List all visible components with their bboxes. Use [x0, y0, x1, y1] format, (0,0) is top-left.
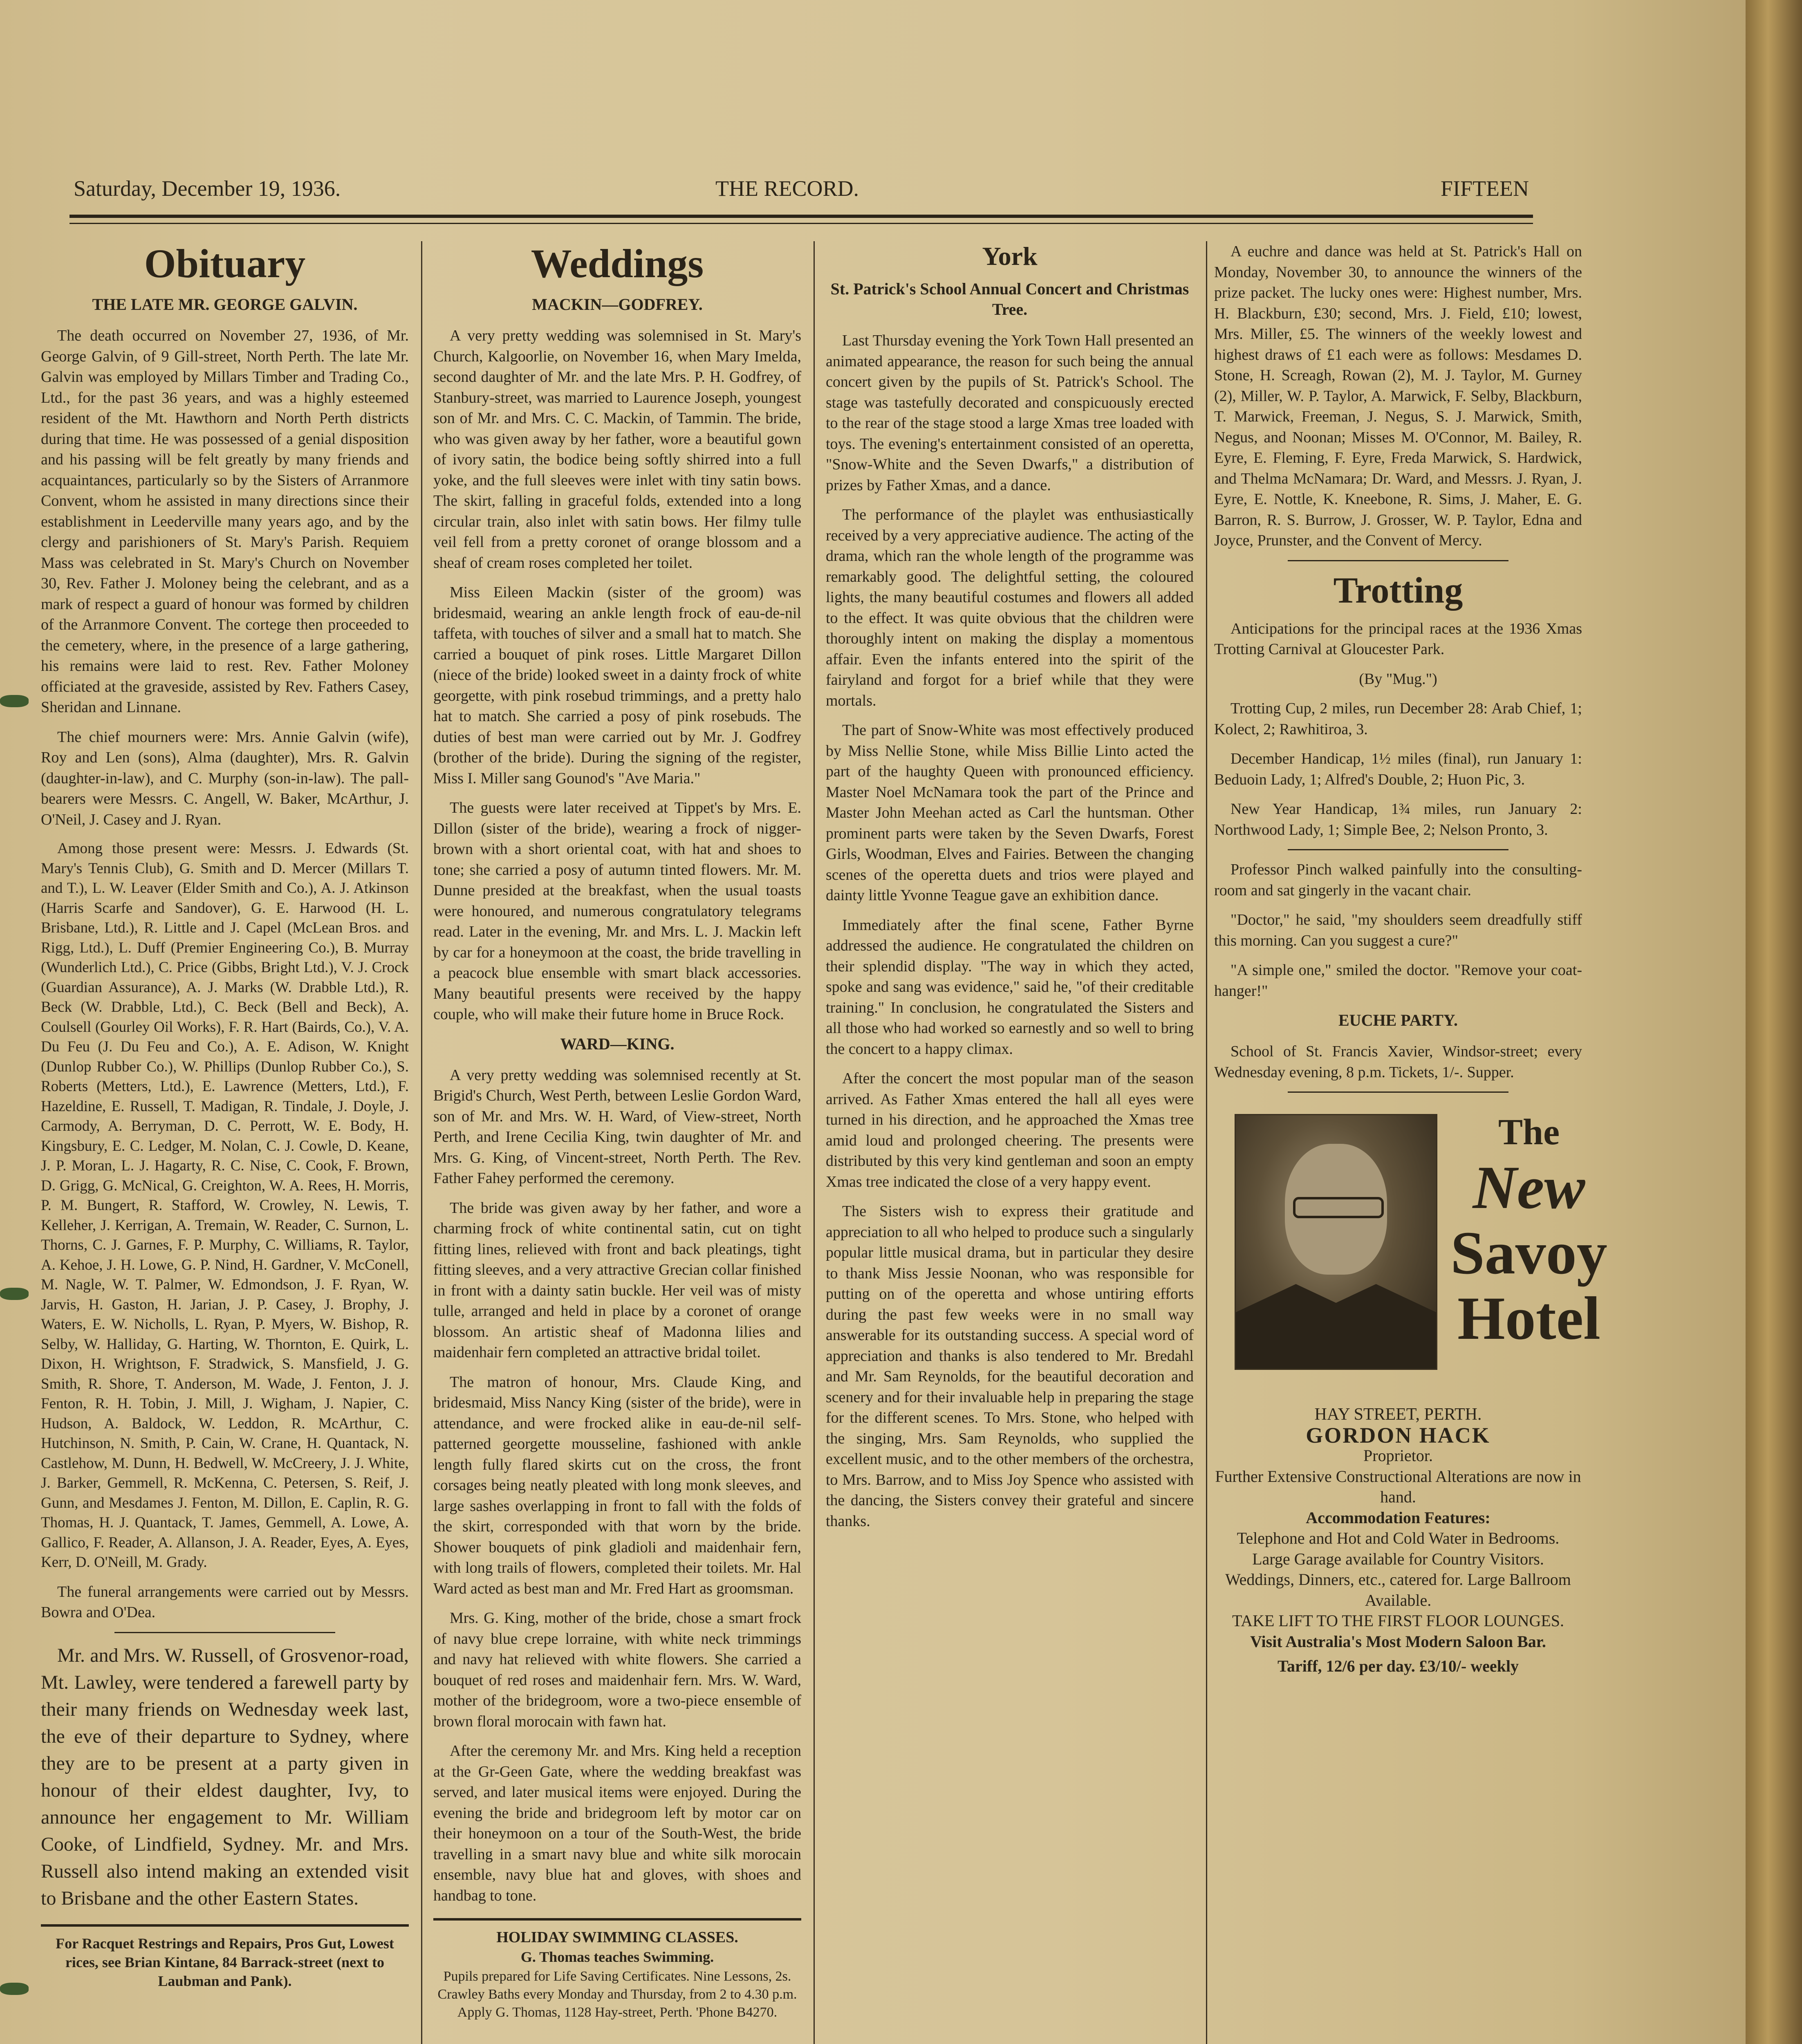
savoy-line: Weddings, Dinners, etc., catered for. Large Ballroom Available.	[1225, 1570, 1571, 1609]
binding-thread	[0, 1288, 29, 1300]
wedding-paragraph: The matron of honour, Mrs. Claude King, and bridesmaid, Miss Nancy King (sister of the bride), were in attendance, and were frocked alike in eau-de-nil self-patterned georgette mousseline, fashioned with ankle length fully flared skirts cut on the cross, the front corsages being neatly pleated with long monk sleeves, and large sashes overlapping in front to fall with the folds of the skirt, corresponded with that worn by the bride. Shower bouquets of pink gladioli and maidenhair fern, with long trails of flowers, completed their toilets. Mr. Hal Ward acted as best man and Mr. Fred Hart as groomsman.	[433, 1373, 801, 1597]
binding-thread	[0, 1983, 29, 1995]
divider	[1288, 560, 1508, 561]
weddings-column	[433, 241, 801, 2031]
joke-paragraph: "Doctor," he said, "my shoulders seem dreadfully stiff this morning. Can you suggest a cure?"	[1214, 911, 1582, 949]
york-paragraph: After the concert the most popular man of the season arrived. As Father Xmas entered the hall all eyes were turned in his direction, and he approached the Xmas tree amid loud and prolonged cheering. The presents were distributed by this very kind gentleman and soon an empty Xmas tree indicated the close of a very happy event.	[826, 1070, 1194, 1190]
euchre-party-text: School of St. Francis Xavier, Windsor-street; every Wednesday evening, 8 p.m. Tickets, 1/-. Supper.	[1214, 1043, 1582, 1081]
savoy-hotel-ad	[1214, 1102, 1607, 1404]
divider	[1288, 1091, 1508, 1093]
euchre-paragraph: A euchre and dance was held at St. Patrick's Hall on Monday, November 30, to announce the winners of the prize packet. The lucky ones were: Highest number, Mrs. H. Blackburn, £30; second, Mrs. J. Field, £10; lowest, Mrs. Miller, £5. The winners of the weekly lowest and highest draws of £1 each were as follows: Mesdames D. Stone, H. Screagh, Rowan (2), M. J. Taylor, M. Gurney (2), Miller, W. P. Taylor, A. Marwick, F. Selby, Blackburn, T. Marwick, Freeman, J. Negus, S. J. Marwick, Smith, Negus, and Noonan; Misses M. O'Connor, M. Bailey, R. Eyre, E. Fleming, F. Eyre, Freda Marwick, S. Hardwick, and Thelma McNamara; Dr. Ward, and Messrs. J. Ryan, J. Eyre, E. Nottle, K. Kneebone, R. Sims, J. Maher, E. G. Barron, R. S. Burrow, J. Grosser, W. P. Taylor, Edna and Joyce, Prunster, and the Convent of Mercy.	[1214, 243, 1582, 549]
obituary-paragraph: Among those present were: Messrs. J. Edwards (St. Mary's Tennis Club), G. Smith and D. Mercer (Millars T. and T.), L. W. Leaver (Elder Smith and Co.), A. J. Atkinson (Harris Scarfe and Sandover), G. E. Harwood (H. L. Brisbane, Ltd.), R. Little and J. Capel (McLean Bros. and Rigg, Ltd.), L. Duff (Premier Engineering Co.), B. Murray (Wunderlich Ltd.), C. Price (Gibbs, Bright Ltd.), V. J. Crock (Guardian Assurance), A. J. Marks (W. Drabble Ltd.), R. Beck (W. Drabble, Ltd.), C. Beck (Bell and Beck), A. Coulsell (Gourley Oil Works), F. R. Hart (Bairds, Co.), V. A. Du Feu (J. Du Feu and Co.), A. E. Adison, W. Knight (Dunlop Rubber Co.), W. Phillips (Dunlop Rubber Co.), S. Roberts (Metters, Ltd.), E. Lawrence (Metters, Ltd.), F. Hazeldine, E. Russell, T. Madigan, R. Tindale, J. Doyle, J. Carmody, A. Berryman, D. C. Perrott, W. E. Body, H. Kingsbury, E. C. Ledger, M. Nolan, C. J. Cowle, D. Keane, J. P. Moran, L. J. Hagarty, R. C. Nise, C. Cook, F. Brown, D. Grigg, G. McNical, G. Creighton, W. A. Rees, H. Morris, P. M. Bungert, R. Stafford, W. Crowley, N. Lewis, T. Kelleher, J. Kerrigan, A. Tremain, W. Reader, C. Surnon, L. Thorns, C. J. Garnes, F. P. Murphy, C. Williams, R. Taylor, A. Kehoe, J. H. Lowe, G. P. Nind, H. Gardner, V. McConell, M. Nagle, W. T. Palmer, W. Edmondson, J. F. Ryan, W. Jarvis, H. Gaston, H. Jarian, J. P. Casey, J. Brophy, J. Waters, E. W. Nicholls, L. Ryan, P. Myers, W. Bishop, R. Selby, W. Halliday, G. Harting, W. Thornton, E. Quirk, L. Dixon, H. Wrightson, F. Stradwick, S. Mansfield, J. G. Smith, R. Shore, T. Anderson, M. Wade, J. Fenton, J. J. Fenton, R. H. Tobin, J. Mill, J. Wigham, J. Napier, C. Hudson, A. Baldock, W. Leddon, R. McArthur, C. Hutchinson, N. Smith, P. Cain, W. Crane, H. Quantack, N. Castlehow, M. Dunn, H. Bedwell, W. McCreery, J. J. White, J. Barker, Gemmell, R. McKenna, C. Petersen, S. Reif, J. Gunn, and Mesdames J. Fenton, M. Dillon, E. Caplin, R. G. Thomas, H. J. Quantack, T. James, Gemmell, A. Lowe, A. Gallico, F. Reader, A. Allanson, J. A. Reader, Eyes, A. Eyes, Kerr, D. O'Neill, M. Grady.	[41, 840, 409, 1571]
portrait-suit	[1236, 1275, 1436, 1369]
wedding-subheading: WARD—KING.	[560, 1034, 675, 1053]
divider	[1288, 849, 1508, 850]
wedding-subheading: MACKIN—GODFREY.	[532, 295, 703, 314]
wedding-paragraph: After the ceremony Mr. and Mrs. King held a reception at the Gr-Geen Gate, where the wedding breakfast was served, and later musical items were enjoyed. During the evening the bride and bridegroom left by motor car on their honeymoon on a tour of the South-West, the bride travelling in a smart navy blue and white silk morocain ensemble, navy blue hat and gloves, with shoes and handbag to tone.	[433, 1742, 801, 1904]
proprietor-portrait	[1235, 1114, 1437, 1370]
divider	[114, 1632, 335, 1633]
column-rule	[1206, 241, 1207, 2044]
header-rule	[69, 215, 1533, 218]
page-edge	[1746, 0, 1802, 2044]
swimming-ad-body: Pupils prepared for Life Saving Certificates. Nine Lessons, 2s. Crawley Baths every Monday and Thursday, from 2 to 4.30 p.m. Apply G. Thomas, 1128 Hay-street, Perth. 'Phone B4270.	[437, 1968, 797, 2020]
page-header	[69, 168, 1533, 213]
wedding-paragraph: Mrs. G. King, mother of the bride, chose a smart frock of navy blue crepe lorraine, with white neck trimmings and navy hat relieved with white flowers. She carried a bouquet of red roses and maidenhair fern. Mrs. W. Ward, mother of the bridegroom, wore a two-piece ensemble of brown floral morocain with fawn hat.	[433, 1609, 801, 1730]
swimming-ad-heading: HOLIDAY SWIMMING CLASSES.	[433, 1918, 801, 1947]
savoy-title-hotel: Hotel	[1457, 1284, 1600, 1352]
savoy-line: Large Garage available for Country Visitors.	[1252, 1549, 1544, 1568]
york-paragraph: Last Thursday evening the York Town Hall presented an animated appearance, the reason for such being the annual concert given by the pupils of St. Patrick's School. The stage was tastefully decorated and conspicuously erected to the rear of the stage stood a large Xmas tree loaded with toys. The evening's entertainment consisted of an operetta, "Snow-White and the Seven Dwarfs," a distribution of prizes by Father Xmas, and a dance.	[826, 332, 1194, 494]
binding-thread	[0, 695, 29, 707]
right-column	[1214, 241, 1607, 1677]
savoy-line: TAKE LIFT TO THE FIRST FLOOR LOUNGES.	[1232, 1611, 1564, 1630]
column-rule	[814, 241, 815, 2044]
savoy-street: HAY STREET, PERTH.	[1314, 1405, 1482, 1424]
obituary-paragraph: The chief mourners were: Mrs. Annie Galvin (wife), Roy and Len (sons), Alma (daughter), Mrs. R. Galvin (daughter-in-law), and C. Murphy (son-in-law). The pall-bearers were Messrs. C. Angell, W. Baker, McArthur, J. O'Neil, J. Casey and J. Ryan.	[41, 728, 409, 828]
york-paragraph: Immediately after the final scene, Father Byrne addressed the audience. He congratulated the children on their splendid display. "The way in which they acted, spoke and sang was evidence," said he, "of their creditable training." In conclusion, he congratulated the Sisters and all those who had worked so earnestly and so well to bring the concert to a happy climax.	[826, 916, 1194, 1058]
wedding-paragraph: The bride was given away by her father, and wore a charming frock of white continental satin, cut on tight fitting lines, relieved with front and back pleatings, tight fitting sleeves, and a very attractive Grecian collar finished in front with a dainty satin buckle. Her veil was of misty tulle, arranged and held in place by a coronet of orange blossom. An artistic sheaf of Madonna lilies and maidenhair fern completed an attractive bridal toilet.	[433, 1199, 801, 1361]
farewell-paragraph: Mr. and Mrs. W. Russell, of Grosvenor-road, Mt. Lawley, were tendered a farewell party by their many friends on Wednesday week last, the eve of their departure to Sydney, where they are to be present at a party given in honour of their eldest daughter, Ivy, to announce her engagement to Mr. William Cooke, of Lindfield, Sydney. Mr. and Mrs. Russell also intend making an extended visit to Brisbane and the other Eastern States.	[41, 1644, 409, 1909]
savoy-title-the: The	[1498, 1112, 1560, 1152]
obituary-paragraph: The funeral arrangements were carried out by Messrs. Bowra and O'Dea.	[41, 1583, 409, 1621]
swimming-ad-sub: G. Thomas teaches Swimming.	[520, 1949, 714, 1965]
obituary-paragraph: The death occurred on November 27, 1936, of Mr. George Galvin, of 9 Gill-street, North Perth. The late Mr. Galvin was employed by Millars Timber and Trading Co., Ltd., for the past 36 years, and was a highly esteemed resident of the Mt. Hawthorn and North Perth districts during that time. He was possessed of a genial disposition and his passing will be felt greatly by many friends and acquaintances, particularly so by the Sisters of Arranmore Convent, whom he assisted in many directions since their establishment in Leederville many years ago, and by the clergy and parishioners of St. Mary's Parish. Requiem Mass was celebrated in St. Mary's Church on November 30, Rev. Father J. Moloney being the celebrant, and as a mark of respect a guard of honour was formed by children of the Arranmore Convent. The cortege then proceeded to the cemetery, where, in the presence of a large gathering, his remains were laid to rest. Rev. Father Moloney officiated at the graveside, assisted by Rev. Fathers Casey, Sheridan and Linnane.	[41, 327, 409, 716]
savoy-line: Further Extensive Constructional Alterations are now in hand.	[1215, 1467, 1581, 1506]
savoy-title	[1443, 1110, 1615, 1351]
header-rule-thin	[69, 223, 1533, 224]
wedding-paragraph: A very pretty wedding was solemnised recently at St. Brigid's Church, West Perth, between Leslie Gordon Ward, son of Mr. and Mrs. W. H. Ward, of View-street, North Perth, and Irene Cecilia King, twin daughter of Mr. and Mrs. G. King, of Vincent-street, North Perth. The Rev. Father Fahey performed the ceremony.	[433, 1066, 801, 1187]
obituary-heading: Obituary	[144, 241, 306, 286]
york-paragraph: The Sisters wish to express their gratitude and appreciation to all who helped to produce such a singularly popular little musical drama, but in particular they desire to thank Miss Jessie Noonan, who was responsible for putting on of the operetta and whose untiring efforts during the past few weeks were in no small way answerable for its outstanding success. A special word of appreciation and thanks is also tendered to Mr. Bredahl and Mr. Sam Reynolds, for the beautiful decoration and scenery and for their invaluable help in preparing the stage for the different scenes. To Mrs. Stone, who helped with the singing, Mrs. Sam Reynolds, who supplied the excellent music, and to the other members of the orchestra, to Mrs. Barrow, and to Miss Joy Spence who assisted with the dancing, the Sisters convey their grateful and sincere thanks.	[826, 1203, 1194, 1530]
trotting-tip: Trotting Cup, 2 miles, run December 28: Arab Chief, 1; Kolect, 2; Rawhitiroa, 3.	[1214, 700, 1582, 738]
trotting-heading: Trotting	[1333, 570, 1463, 611]
wedding-paragraph: Miss Eileen Mackin (sister of the groom) was bridesmaid, wearing an ankle length frock of eau-de-nil taffeta, with touches of silver and a small hat to match. She carried a bouquet of pink roses. Little Margaret Dillon (niece of the bride) looked sweet in a dainty frock of white georgette, with pink rosebud trimmings, and a pretty halo hat to match. She carried a posy of pink rosebuds. The duties of best man were carried out by Mr. J. Godfrey (brother of the bride). During the signing of the register, Miss I. Miller sang Gounod's "Ave Maria."	[433, 584, 801, 787]
savoy-tariff: Tariff, 12/6 per day. £3/10/- weekly	[1278, 1657, 1519, 1675]
trotting-tip: December Handicap, 1½ miles (final), run January 1: Beduoin Lady, 1; Alfred's Double, 2; Huon Pic, 3.	[1214, 750, 1582, 788]
trotting-intro: Anticipations for the principal races at the 1936 Xmas Trotting Carnival at Gloucester Park.	[1214, 620, 1582, 658]
savoy-title-new: New	[1473, 1154, 1585, 1221]
york-subheading: St. Patrick's School Annual Concert and Christmas Tree.	[830, 280, 1189, 318]
savoy-line: Visit Australia's Most Modern Saloon Bar.	[1250, 1632, 1546, 1651]
obituary-column	[41, 241, 409, 1990]
issue-date: Saturday, December 19, 1936.	[74, 176, 341, 201]
column-rule	[421, 241, 422, 2044]
euchre-party-heading: EUCHE PARTY.	[1338, 1011, 1458, 1029]
paper-name: THE RECORD.	[715, 176, 859, 201]
wedding-paragraph: The guests were later received at Tippet's by Mrs. E. Dillon (sister of the bride), wearing a frock of nigger-brown with a short oriental coat, with hat and shoes to tone; she carried a posy of autumn tinted flowers. Mr. M. Dunne presided at the breakfast, when the usual toasts were honoured, and numerous congratulatory telegrams read. Later in the evening, Mr. and Mrs. L. J. Mackin left by car for a honeymoon at the coast, the bride travelling in a peacock blue ensemble with smart black accessories. Many beautiful presents were received by the happy couple, who will make their future home in Bruce Rock.	[433, 799, 801, 1023]
york-heading: York	[982, 242, 1038, 271]
racquet-ad: For Racquet Restrings and Repairs, Pros Gut, Lowest rices, see Brian Kintane, 84 Barrack-street (next to Laubman and Pank).	[41, 1924, 409, 1990]
savoy-title-savoy: Savoy	[1450, 1219, 1607, 1287]
savoy-owner: GORDON HACK	[1306, 1423, 1490, 1448]
savoy-proprietor: Proprietor.	[1363, 1446, 1433, 1465]
wedding-paragraph: A very pretty wedding was solemnised in St. Mary's Church, Kalgoorlie, on November 16, when Mary Imelda, second daughter of Mr. and the late Mrs. P. H. Godfrey, of Stanbury-street, was married to Laurence Joseph, youngest son of Mr. and Mrs. C. C. Mackin, of Tammin. The bride, who was given away by her father, wore a beautiful gown of ivory satin, the bodice being softly shirred into a full yoke, and the full sleeves were inlet with tiny satin bows. The skirt, falling in graceful folds, extended into a long circular train, also inlet with satin bows. Her filmy tulle veil fell from a pretty coronet of orange blossom and a sheaf of cream roses completed her toilet.	[433, 327, 801, 572]
savoy-features-heading: Accommodation Features:	[1306, 1508, 1490, 1527]
york-column	[826, 241, 1194, 1540]
weddings-heading: Weddings	[531, 241, 704, 286]
trotting-byline: (By "Mug.")	[1359, 670, 1437, 688]
trotting-tip: New Year Handicap, 1¾ miles, run January 2: Northwood Lady, 1; Simple Bee, 2; Nelson Pronto, 3.	[1214, 800, 1582, 838]
york-paragraph: The performance of the playlet was enthusiastically received by a very appreciative audience. The acting of the drama, which ran the whole length of the programme was remarkably good. The delightful setting, the coloured lights, the many beautiful costumes and flowers all added to the effect. It was quite obvious that the children were thoroughly intent on making the display a momentous affair. Even the infants entered into the spirit of the fairyland and forgot for a brief while that they were mortals.	[826, 506, 1194, 709]
savoy-line: Telephone and Hot and Cold Water in Bedrooms.	[1237, 1529, 1560, 1547]
page-number: FIFTEEN	[1441, 176, 1529, 201]
obituary-subheading: THE LATE MR. GEORGE GALVIN.	[92, 295, 358, 314]
portrait-glasses	[1293, 1197, 1384, 1218]
york-paragraph: The part of Snow-White was most effectively produced by Miss Nellie Stone, while Miss Billie Linto acted the part of the haughty Queen with pronounced efficiency. Master Noel McNamara took the part of the Prince and Master John Meehan acted as Carl the huntsman. Other prominent parts were taken by the Seven Dwarfs, Forest Girls, Woodman, Elves and Fairies. Between the changing scenes of the operetta duets and trios were played and dainty little Yvonne Teague gave an exhibition dance.	[826, 722, 1194, 904]
joke-paragraph: "A simple one," smiled the doctor. "Remove your coat-hanger!"	[1214, 961, 1582, 1000]
joke-paragraph: Professor Pinch walked painfully into the consulting-room and sat gingerly in the vacant chair.	[1214, 861, 1582, 899]
